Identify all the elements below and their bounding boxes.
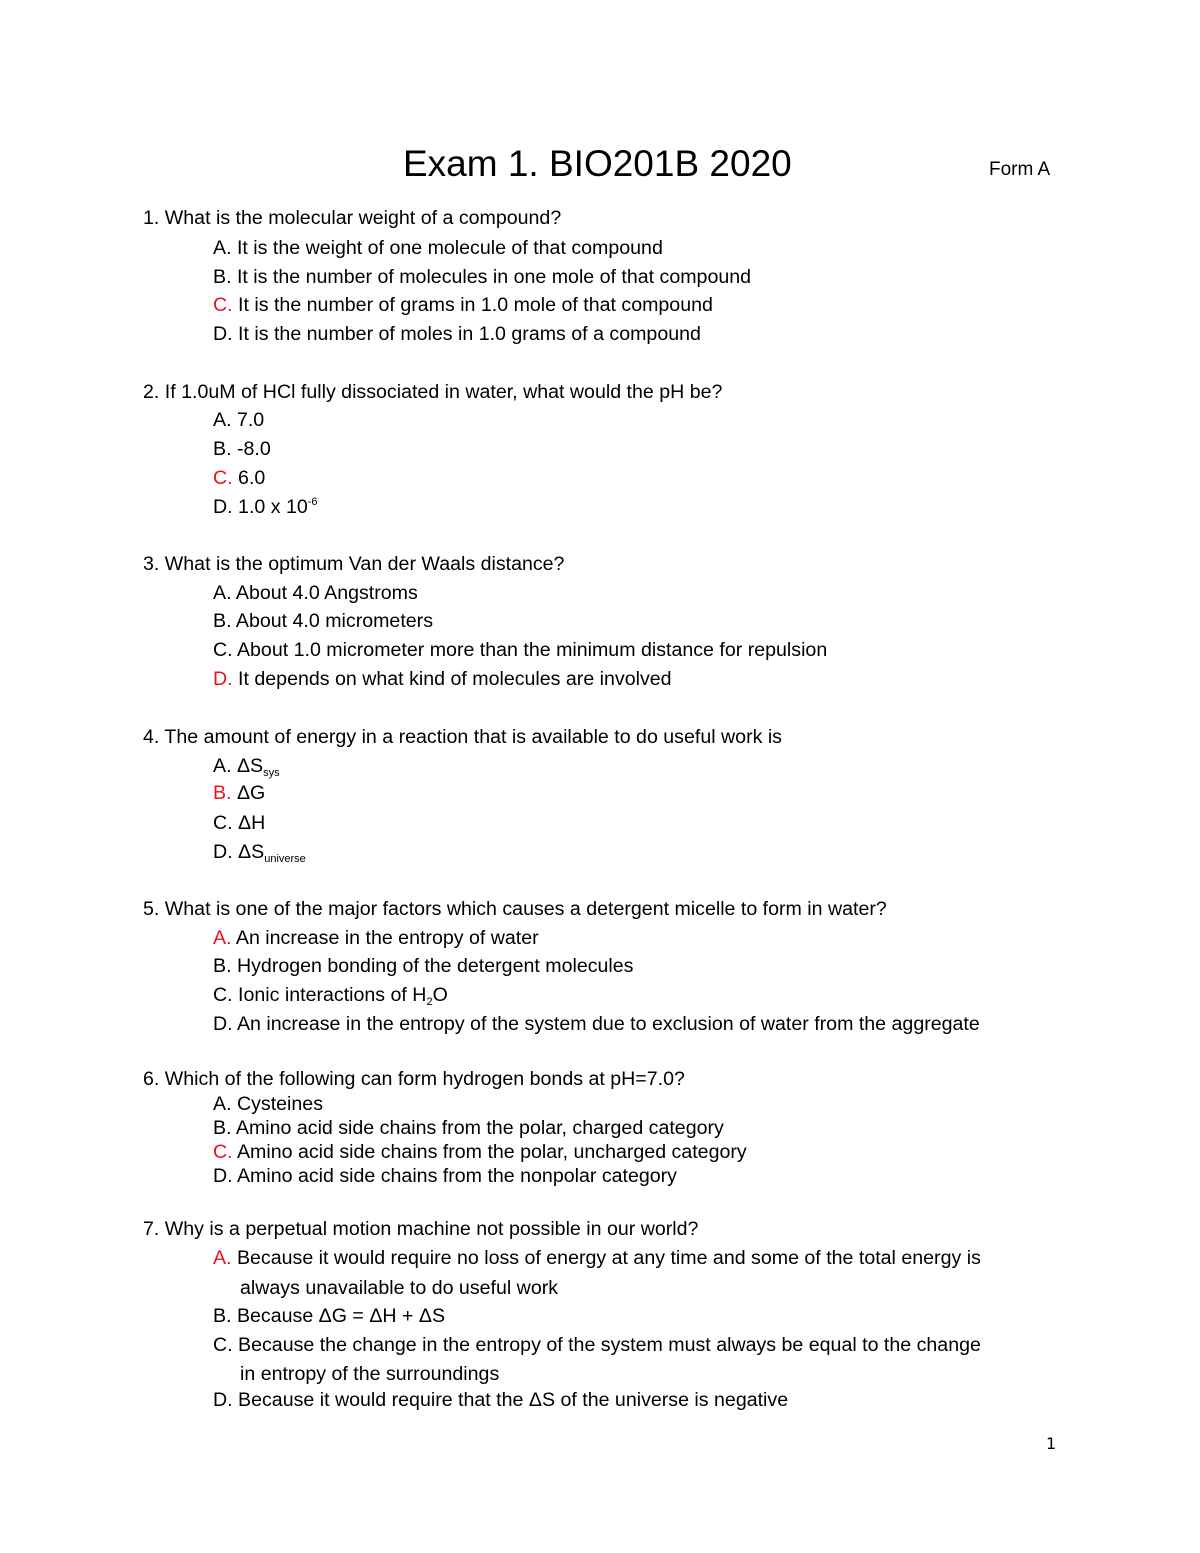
option-letter: C. xyxy=(213,984,233,1006)
option-text: Ionic interactions of H xyxy=(238,984,427,1006)
answer-option xyxy=(213,265,751,289)
answer-option xyxy=(213,1116,724,1140)
option-text: About 4.0 Angstroms xyxy=(235,582,418,604)
answer-option xyxy=(213,1246,981,1270)
question-stem: 6. Which of the following can form hydrogen bonds at pH=7.0? xyxy=(143,1068,685,1090)
option-text: -8.0 xyxy=(236,438,271,460)
answer-option xyxy=(213,667,672,691)
answer-option xyxy=(213,1140,747,1164)
option-letter: B. xyxy=(213,1305,232,1327)
answer-option xyxy=(213,495,318,519)
option-text: Cysteines xyxy=(236,1093,323,1115)
superscript: -6 xyxy=(307,496,318,508)
option-letter: B. xyxy=(213,266,232,288)
option-text: About 4.0 micrometers xyxy=(235,610,433,632)
option-continuation: in entropy of the surroundings xyxy=(240,1363,500,1385)
option-text: Because it would require that the ΔS of the universe is negative xyxy=(238,1389,789,1411)
question-stem: 5. What is one of the major factors which causes a detergent micelle to form in water? xyxy=(143,898,887,920)
option-text: ΔH xyxy=(238,812,266,834)
answer-option xyxy=(213,1012,980,1036)
option-text: An increase in the entropy of water xyxy=(235,927,539,949)
option-letter: A. xyxy=(213,1093,232,1115)
answer-option xyxy=(213,638,827,662)
answer-option xyxy=(213,322,701,346)
question-stem: 2. If 1.0uM of HCl fully dissociated in water, what would the pH be? xyxy=(143,381,723,403)
option-text: ΔS xyxy=(236,755,264,777)
option-letter: A. xyxy=(213,237,232,259)
option-letter: B. xyxy=(213,438,232,460)
option-letter: A. xyxy=(213,755,232,777)
correct-option-letter: C. xyxy=(213,294,233,316)
option-text: Amino acid side chains from the nonpolar category xyxy=(236,1165,677,1187)
option-text: 7.0 xyxy=(236,409,265,431)
option-letter: D. xyxy=(213,1389,233,1411)
question-stem: 4. The amount of energy in a reaction that is available to do useful work is xyxy=(143,726,782,748)
option-letter: D. xyxy=(213,1165,233,1187)
answer-option xyxy=(213,293,713,317)
answer-option xyxy=(213,1092,323,1116)
option-text: It is the number of moles in 1.0 grams of a compound xyxy=(238,323,701,345)
option-text: 1.0 x 10 xyxy=(238,496,308,518)
option-letter: B. xyxy=(213,955,232,977)
option-letter: A. xyxy=(213,582,232,604)
subscript: sys xyxy=(263,767,280,779)
option-letter: C. xyxy=(213,1334,233,1356)
option-text-after: O xyxy=(432,984,448,1006)
answer-option xyxy=(213,609,433,633)
correct-option-letter: D. xyxy=(213,668,233,690)
option-text: Amino acid side chains from the polar, uncharged category xyxy=(236,1141,747,1163)
option-text: It depends on what kind of molecules are involved xyxy=(238,668,672,690)
answer-option xyxy=(213,1304,445,1328)
option-text: It is the number of molecules in one mole of that compound xyxy=(236,266,752,288)
option-text: Amino acid side chains from the polar, charged category xyxy=(235,1117,724,1139)
answer-option xyxy=(213,581,418,605)
answer-option xyxy=(213,781,265,805)
option-text: Hydrogen bonding of the detergent molecules xyxy=(236,955,634,977)
option-text: It is the number of grams in 1.0 mole of that compound xyxy=(238,294,713,316)
question-stem: 7. Why is a perpetual motion machine not possible in our world? xyxy=(143,1218,699,1240)
answer-option xyxy=(213,1388,788,1412)
answer-option xyxy=(213,840,306,864)
page-number: 1 xyxy=(1046,1434,1057,1453)
option-letter: B. xyxy=(213,610,232,632)
option-text: An increase in the entropy of the system due to exclusion of water from the aggregate xyxy=(236,1013,980,1035)
correct-option-letter: A. xyxy=(213,1247,232,1269)
option-text: About 1.0 micrometer more than the minimum distance for repulsion xyxy=(236,639,828,661)
answer-option xyxy=(213,466,265,490)
correct-option-letter: C. xyxy=(213,1141,233,1163)
answer-option xyxy=(213,408,264,432)
option-text: Because ΔG = ΔH + ΔS xyxy=(236,1305,446,1327)
correct-option-letter: B. xyxy=(213,782,232,804)
option-letter: B. xyxy=(213,1117,232,1139)
page-title: Exam 1. BIO201B 2020 xyxy=(403,143,792,184)
answer-option xyxy=(213,983,448,1007)
answer-option xyxy=(213,811,265,835)
option-letter: C. xyxy=(213,639,233,661)
subscript: 2 xyxy=(426,996,433,1008)
answer-option xyxy=(213,954,633,978)
option-continuation: always unavailable to do useful work xyxy=(240,1277,559,1299)
question-stem: 1. What is the molecular weight of a compound? xyxy=(143,207,562,229)
answer-option xyxy=(213,926,539,950)
option-letter: A. xyxy=(213,409,232,431)
option-letter: C. xyxy=(213,812,233,834)
answer-option xyxy=(213,437,271,461)
option-text: 6.0 xyxy=(238,467,266,489)
correct-option-letter: C. xyxy=(213,467,233,489)
answer-option xyxy=(213,1333,981,1357)
option-text: ΔS xyxy=(238,841,265,863)
option-letter: D. xyxy=(213,323,233,345)
option-letter: D. xyxy=(213,1013,233,1035)
option-text: Because the change in the entropy of the system must always be equal to the change xyxy=(238,1334,981,1356)
option-text: Because it would require no loss of energy at any time and some of the total energy is xyxy=(236,1247,981,1269)
answer-option xyxy=(213,236,663,260)
option-text: It is the weight of one molecule of that compound xyxy=(236,237,663,259)
correct-option-letter: A. xyxy=(213,927,232,949)
option-letter: D. xyxy=(213,496,233,518)
form-label: Form A xyxy=(989,159,1051,180)
question-stem: 3. What is the optimum Van der Waals distance? xyxy=(143,553,565,575)
subscript: universe xyxy=(264,853,306,865)
answer-option xyxy=(213,754,280,778)
option-text: ΔG xyxy=(236,782,266,804)
answer-option xyxy=(213,1164,677,1188)
option-letter: D. xyxy=(213,841,233,863)
